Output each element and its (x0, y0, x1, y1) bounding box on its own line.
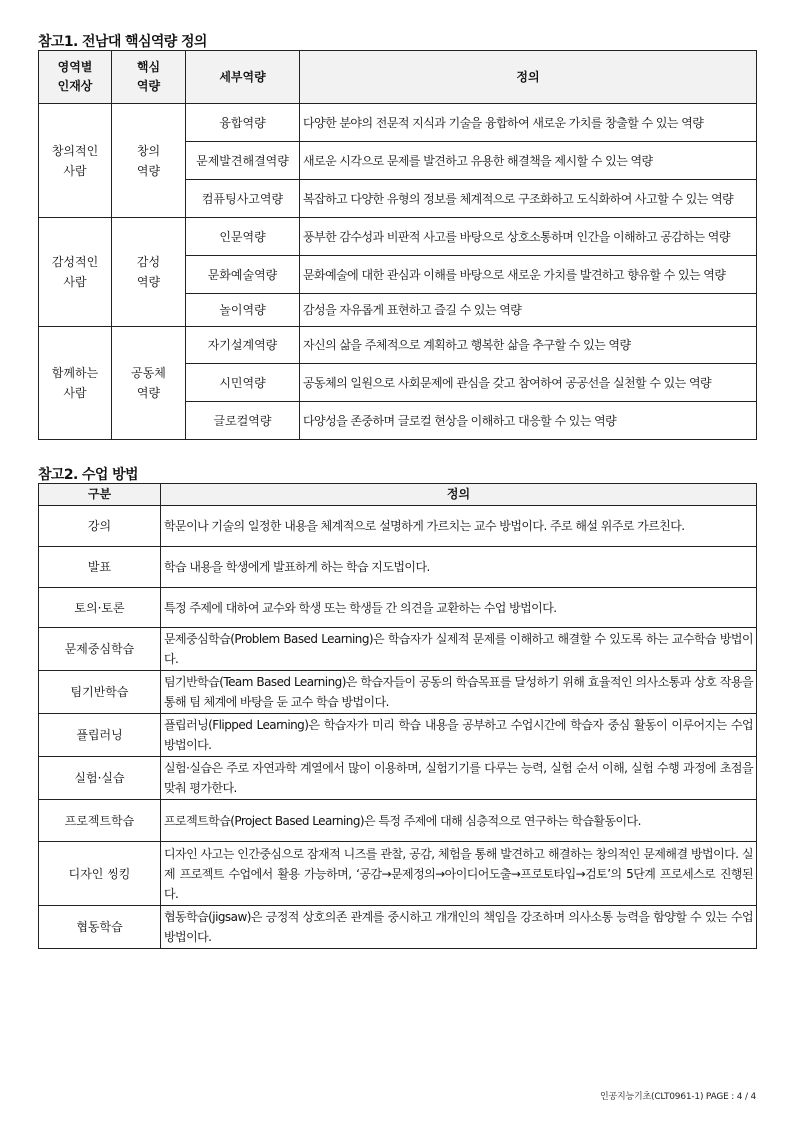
type-cell: 발표 (39, 547, 161, 588)
table-row (39, 757, 757, 800)
table-row (39, 506, 757, 547)
type-cell: 디자인 씽킹 (39, 842, 161, 906)
table-row (39, 218, 757, 256)
header-core: 핵심 역량 (112, 51, 186, 104)
def-cell: 새로운 시각으로 문제를 발견하고 유용한 해결책을 제시할 수 있는 역량 (300, 142, 757, 180)
core-cell: 공동체 역량 (112, 327, 186, 440)
def-cell: 실험·실습은 주로 자연과학 계열에서 많이 이용하며, 실험기기를 다루는 능력, 실험 순서 이해, 실험 수행 과정에 초점을 맞춰 평가한다. (161, 757, 757, 800)
sub-cell: 글로컬역량 (186, 402, 300, 440)
table-row (39, 588, 757, 628)
sub-cell: 자기설계역량 (186, 327, 300, 364)
def-cell: 복잡하고 다양한 유형의 정보를 체계적으로 구조화하고 도식화하여 사고할 수 있는 역량 (300, 180, 757, 218)
header-def: 정의 (300, 51, 757, 104)
type-cell: 문제중심학습 (39, 628, 161, 671)
def-cell: 학문이나 기술의 일정한 내용을 체계적으로 설명하게 가르치는 교수 방법이다. 주로 해설 위주로 가르친다. (161, 506, 757, 547)
def-cell: 자신의 삶을 주체적으로 계획하고 행복한 삶을 추구할 수 있는 역량 (300, 327, 757, 364)
def-cell: 풍부한 감수성과 비판적 사고를 바탕으로 상호소통하며 인간을 이해하고 공감하는 역량 (300, 218, 757, 256)
core-competency-table (38, 50, 757, 440)
core-cell: 창의 역량 (112, 104, 186, 218)
section-title-ref2: 참고2. 수업 방법 (38, 467, 138, 483)
teaching-method-table (38, 483, 757, 949)
header-type: 구분 (39, 484, 161, 506)
section-title-ref1: 참고1. 전남대 핵심역량 정의 (38, 34, 207, 50)
def-cell: 특정 주제에 대하여 교수와 학생 또는 학생들 간 의견을 교환하는 수업 방법이다. (161, 588, 757, 628)
sub-cell: 문화예술역량 (186, 256, 300, 294)
def-cell: 다양한 분야의 전문적 지식과 기술을 융합하여 새로운 가치를 창출할 수 있는 역량 (300, 104, 757, 142)
table-row (39, 104, 757, 142)
def-cell: 플립러닝(Flipped Learning)은 학습자가 미리 학습 내용을 공부하고 수업시간에 학습자 중심 활동이 이루어지는 수업 방법이다. (161, 714, 757, 757)
type-cell: 강의 (39, 506, 161, 547)
table-row (39, 906, 757, 949)
header-area: 영역별 인재상 (39, 51, 112, 104)
def-cell: 문제중심학습(Problem Based Learning)은 학습자가 실제적 문제를 이해하고 해결할 수 있도록 하는 교수학습 방법이다. (161, 628, 757, 671)
table-row (39, 842, 757, 906)
type-cell: 플립러닝 (39, 714, 161, 757)
def-cell: 팀기반학습(Team Based Learning)은 학습자들이 공동의 학습목표를 달성하기 위해 효율적인 의사소통과 상호 작용을 통해 팀 체계에 바탕을 둔 교수 학습 방법이다. (161, 671, 757, 714)
table-header-row (39, 484, 757, 506)
area-cell: 창의적인 사람 (39, 104, 112, 218)
type-cell: 협동학습 (39, 906, 161, 949)
page-footer: 인공지능기초(CLT0961-1) PAGE : 4 / 4 (600, 1092, 756, 1102)
sub-cell: 인문역량 (186, 218, 300, 256)
table-row (39, 800, 757, 842)
def-cell: 다양성을 존중하며 글로컬 현상을 이해하고 대응할 수 있는 역량 (300, 402, 757, 440)
def-cell: 공동체의 일원으로 사회문제에 관심을 갖고 참여하여 공공선을 실천할 수 있는 역량 (300, 364, 757, 402)
sub-cell: 융합역량 (186, 104, 300, 142)
core-cell: 감성 역량 (112, 218, 186, 327)
area-cell: 함께하는 사람 (39, 327, 112, 440)
sub-cell: 시민역량 (186, 364, 300, 402)
def-cell: 디자인 사고는 인간중심으로 잠재적 니즈를 관찰, 공감, 체험을 통해 발견하고 해결하는 창의적인 문제해결 방법이다. 실제 프로젝트 수업에서 활용 가능하며, ‘공감→문제정의→아이디어도출→프로토타입→검토’의 5단계 프로세스로 진행된다. (161, 842, 757, 906)
type-cell: 팀기반학습 (39, 671, 161, 714)
def-cell: 협동학습(jigsaw)은 긍정적 상호의존 관계를 중시하고 개개인의 책임을 강조하며 의사소통 능력을 함양할 수 있는 수업 방법이다. (161, 906, 757, 949)
table-header-row (39, 51, 757, 104)
sub-cell: 문제발견해결역량 (186, 142, 300, 180)
def-cell: 학습 내용을 학생에게 발표하게 하는 학습 지도법이다. (161, 547, 757, 588)
type-cell: 토의·토론 (39, 588, 161, 628)
table-row (39, 327, 757, 364)
area-cell: 감성적인 사람 (39, 218, 112, 327)
table-row (39, 547, 757, 588)
type-cell: 프로젝트학습 (39, 800, 161, 842)
type-cell: 실험·실습 (39, 757, 161, 800)
sub-cell: 놀이역량 (186, 294, 300, 327)
def-cell: 감성을 자유롭게 표현하고 즐길 수 있는 역량 (300, 294, 757, 327)
table-row (39, 714, 757, 757)
table-row (39, 628, 757, 671)
sub-cell: 컴퓨팅사고역량 (186, 180, 300, 218)
def-cell: 프로젝트학습(Project Based Learning)은 특정 주제에 대해 심층적으로 연구하는 학습활동이다. (161, 800, 757, 842)
header-def: 정의 (161, 484, 757, 506)
def-cell: 문화예술에 대한 관심과 이해를 바탕으로 새로운 가치를 발견하고 향유할 수 있는 역량 (300, 256, 757, 294)
header-sub: 세부역량 (186, 51, 300, 104)
table-row (39, 671, 757, 714)
